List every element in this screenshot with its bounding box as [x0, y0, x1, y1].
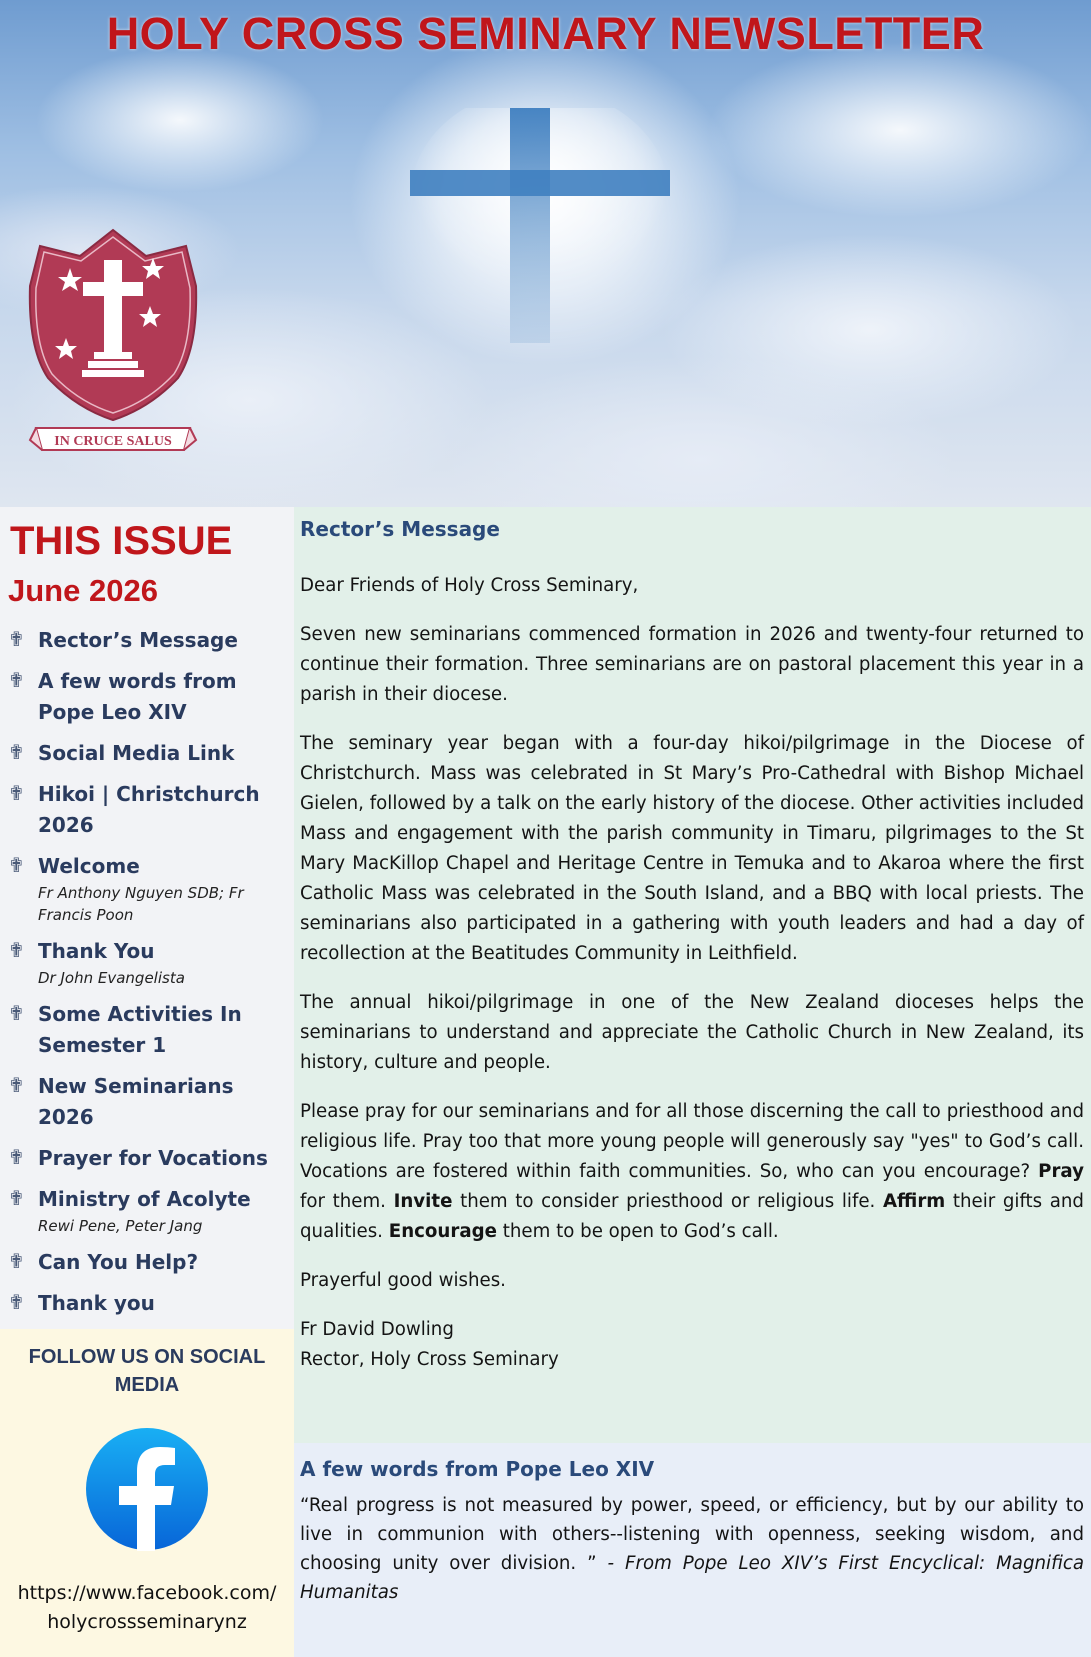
- toc-item-hikoi[interactable]: [8, 779, 290, 841]
- toc-item-welcome[interactable]: [8, 851, 290, 926]
- toc-label: Thank You: [38, 939, 155, 963]
- facebook-icon[interactable]: [85, 1427, 209, 1551]
- toc-label: Hikoi | Christchurch 2026: [38, 782, 260, 837]
- this-issue-title: THIS ISSUE: [10, 519, 233, 563]
- issue-date: June 2026: [8, 573, 158, 608]
- toc-label: Welcome: [38, 854, 140, 878]
- facebook-url[interactable]: [0, 1579, 294, 1637]
- toc-item-ministry-of-acolyte[interactable]: [8, 1184, 290, 1237]
- header-banner: [0, 0, 1091, 507]
- this-issue-sidebar: [0, 507, 294, 1329]
- facebook-url-line2: holycrossseminarynz: [47, 1611, 247, 1633]
- rector-paragraph-2: The seminary year began with a four-day hikoi/pilgrimage in the Diocese of Christchurch. Mass was celebrated in St Mary’s Pro-Cathedral with Bishop Michael Gielen, followed by a talk on the early history of the diocese. Other activities included Mass and engagement with the parish community in Timaru, pilgrimages to the St Mary MacKillop Chapel and Heritage Centre in Temuka and to Akaroa where the first Catholic Mass was celebrated in the South Island, and a BBQ with local priests. The seminarians also participated in a gathering with youth leaders and had a day of recollection at the Beatitudes Community in Leithfield.: [300, 733, 1084, 964]
- rector-paragraph-1: Seven new seminarians commenced formation in 2026 and twenty-four returned to continue their formation. Three seminarians are on pastoral placement this year in a parish in their diocese.: [300, 624, 1084, 705]
- p4-pray: Pray: [1038, 1161, 1084, 1182]
- toc-label: New Seminarians 2026: [38, 1074, 234, 1129]
- p4-text-a: Please pray for our seminarians and for all those discerning the call to priesthood and religious life. Pray too that more young people will generously say "yes" to God’s call. Vocations are fostered within faith communities. So, who can you encourage?: [300, 1101, 1084, 1182]
- table-of-contents: [8, 625, 290, 1329]
- toc-label: A few words from Pope Leo XIV: [38, 669, 237, 724]
- seminary-crest: [28, 228, 198, 460]
- crest-motto: IN CRUCE SALUS: [54, 434, 172, 449]
- toc-label: Rector’s Message: [38, 628, 238, 652]
- rectors-message-heading: Rector’s Message: [300, 517, 500, 541]
- rector-paragraph-3: The annual hikoi/pilgrimage in one of the New Zealand dioceses helps the seminarians to understand and appreciate the Catholic Church in New Zealand, its history, culture and people.: [300, 992, 1084, 1073]
- toc-item-rectors-message[interactable]: [8, 625, 290, 656]
- toc-sub-label: Dr John Evangelista: [38, 969, 185, 987]
- cross-bullet-icon: ✟: [8, 1001, 25, 1025]
- toc-item-thank-you-evangelista[interactable]: [8, 936, 290, 989]
- cross-bullet-icon: ✟: [8, 1073, 25, 1097]
- toc-label: Prayer for Vocations: [38, 1146, 268, 1170]
- cross-bullet-icon: ✟: [8, 781, 25, 805]
- newsletter-title: HOLY CROSS SEMINARY NEWSLETTER: [106, 8, 985, 59]
- cross-bullet-icon: ✟: [8, 627, 25, 651]
- p4-text-b: for them.: [300, 1191, 386, 1212]
- p4-text-d: their gifts and qualities.: [300, 1191, 1084, 1242]
- toc-item-can-you-help[interactable]: [8, 1247, 290, 1278]
- p4-text-c: them to consider priesthood or religious life.: [460, 1191, 876, 1212]
- cross-bullet-icon: ✟: [8, 1186, 25, 1210]
- toc-item-activities[interactable]: [8, 999, 290, 1061]
- p4-affirm: Affirm: [882, 1191, 946, 1212]
- cross-bullet-icon: ✟: [8, 1145, 25, 1169]
- toc-item-pope-leo[interactable]: [8, 666, 290, 728]
- follow-us-text: FOLLOW US ON SOCIAL MEDIA: [28, 1346, 266, 1396]
- rectors-message-section: [294, 507, 1091, 1443]
- toc-item-prayer-for-vocations[interactable]: [8, 1143, 290, 1174]
- cross-bullet-icon: ✟: [8, 853, 25, 877]
- pope-quote: [300, 1491, 1084, 1607]
- toc-item-new-seminarians[interactable]: [8, 1071, 290, 1133]
- toc-label: Ministry of Acolyte: [38, 1187, 251, 1211]
- toc-label: Can You Help?: [38, 1250, 199, 1274]
- signature-title: Rector, Holy Cross Seminary: [300, 1349, 559, 1370]
- p4-encourage: Encourage: [388, 1221, 497, 1242]
- p4-text-e: them to be open to God’s call.: [502, 1221, 779, 1242]
- quote-text: “Real progress is not measured by power, speed, or efficiency, but by our ability to live in communion with others--listening with openness, seeking wisdom, and choosing unity over division. ”: [300, 1495, 1084, 1574]
- toc-label: Social Media Link: [38, 741, 235, 765]
- social-media-box: [0, 1329, 294, 1657]
- toc-sub-label: Rewi Pene, Peter Jang: [38, 1217, 203, 1235]
- toc-item-social-media-link[interactable]: [8, 738, 290, 769]
- cross-bullet-icon: ✟: [8, 668, 25, 692]
- toc-label: Thank you: [38, 1291, 155, 1315]
- rector-paragraph-4: [300, 1097, 1084, 1247]
- facebook-url-line1: https://www.facebook.com/: [17, 1582, 277, 1604]
- toc-item-thank-you[interactable]: [8, 1288, 290, 1319]
- cross-bullet-icon: ✟: [8, 740, 25, 764]
- sky-cross-icon: [410, 108, 670, 348]
- pope-leo-section: [294, 1443, 1091, 1657]
- cross-bullet-icon: ✟: [8, 938, 25, 962]
- greeting: Dear Friends of Holy Cross Seminary,: [300, 575, 639, 596]
- pope-leo-heading: A few words from Pope Leo XIV: [300, 1457, 655, 1481]
- cross-bullet-icon: ✟: [8, 1290, 25, 1314]
- toc-label: Some Activities In Semester 1: [38, 1002, 242, 1057]
- p4-invite: Invite: [393, 1191, 453, 1212]
- quote-source: - From Pope Leo XIV’s First Encyclical: Magnifica Humanitas: [300, 1553, 1084, 1603]
- signature-name: Fr David Dowling: [300, 1319, 454, 1340]
- toc-sub-label: Fr Anthony Nguyen SDB; Fr Francis Poon: [38, 884, 244, 924]
- closing: Prayerful good wishes.: [300, 1270, 506, 1291]
- cross-bullet-icon: ✟: [8, 1249, 25, 1273]
